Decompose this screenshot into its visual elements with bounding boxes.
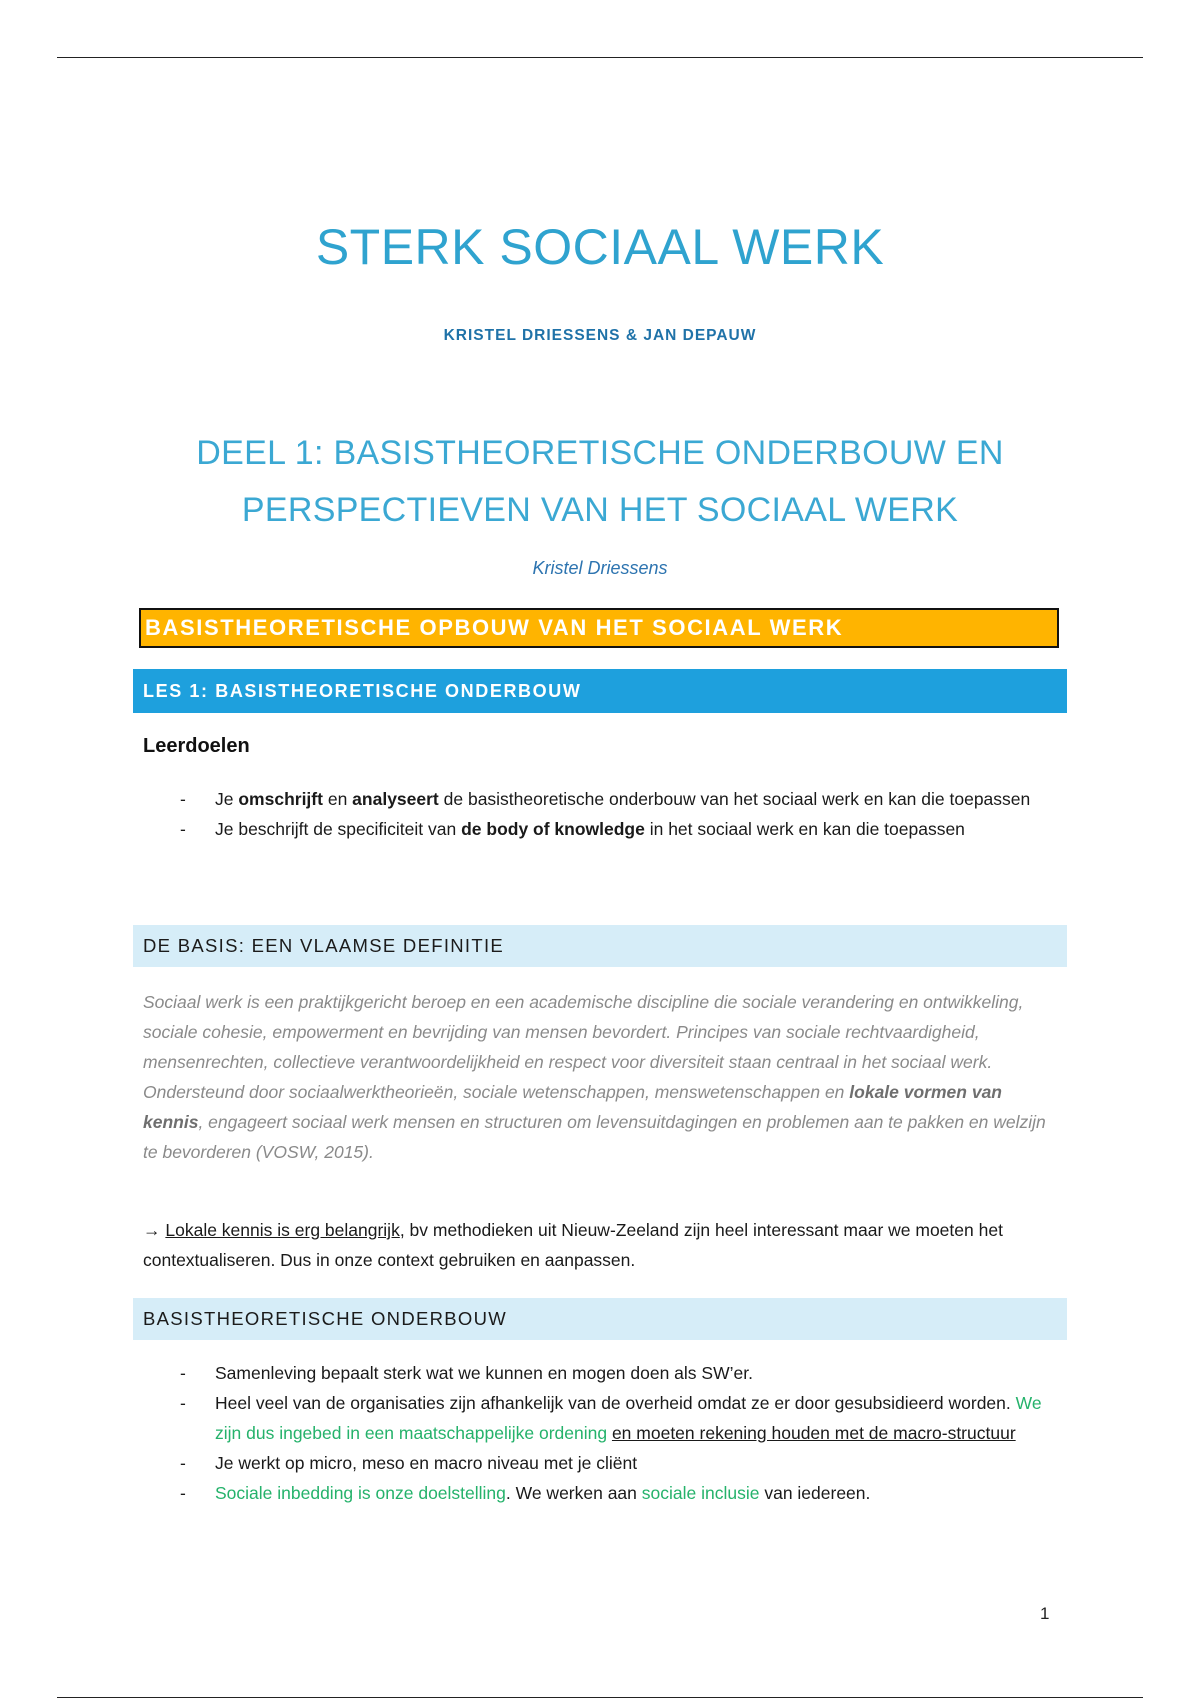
top-rule	[57, 57, 1143, 58]
lesson-heading: LES 1: BASISTHEORETISCHE ONDERBOUW	[133, 669, 1067, 713]
list-item	[180, 1388, 1060, 1448]
bold-run: de body of knowledge	[461, 819, 645, 839]
document-authors: KRISTEL DRIESSENS & JAN DEPAUW	[443, 327, 757, 344]
part-author: Kristel Driessens	[532, 558, 668, 578]
page-number: 1	[1040, 1604, 1050, 1623]
text-run: Sociaal werk is een praktijkgericht beroep en een academische discipline die sociale verandering en ontwikkeling, sociale cohesie, empowerment en bevrijding van mensen bevordert. Principes van sociale rechtvaardigheid, mensenrechten, collectieve verantwoordelijkheid en respect voor diversiteit staan centraal in het sociaal werk. Ondersteund door sociaalwerktheorieën, sociale wetenschappen, menswetenschappen en	[143, 992, 1024, 1102]
learning-goals-list	[180, 784, 1060, 844]
text-run: Heel veel van de organisaties zijn afhankelijk van de overheid omdat ze er door gesubsidieerd worden.	[215, 1393, 1016, 1413]
highlight-run: Sociale inbedding is onze doelstelling	[215, 1483, 506, 1503]
text-run: , bv methodieken uit Nieuw-Zeeland zijn heel interessant maar we moeten het contextualiseren. Dus in onze context gebruiken en aanpassen.	[143, 1220, 1003, 1270]
onderbouw-list	[180, 1358, 1060, 1508]
bold-run: lokale vormen van kennis	[143, 1082, 1002, 1132]
text-run: Je beschrijft de specificiteit van	[215, 819, 462, 839]
text-run: Samenleving bepaalt sterk wat we kunnen en mogen doen als SW’er.	[215, 1363, 753, 1383]
local-knowledge-paragraph	[143, 1215, 1058, 1275]
text-run: . We werken aan	[505, 1483, 642, 1503]
section-heading-definition: DE BASIS: EEN VLAAMSE DEFINITIE	[133, 925, 1067, 967]
arrow-icon: →	[143, 1220, 166, 1240]
chapter-heading: BASISTHEORETISCHE OPBOUW VAN HET SOCIAAL WERK	[139, 608, 1059, 648]
bottom-rule	[57, 1697, 1143, 1698]
part-title-line-2: PERSPECTIEVEN VAN HET SOCIAAL WERK	[241, 491, 959, 529]
section-heading-onderbouw: BASISTHEORETISCHE ONDERBOUW	[133, 1298, 1067, 1340]
part-title-line-1: DEEL 1: BASISTHEORETISCHE ONDERBOUW EN	[196, 434, 1004, 472]
bold-run: analyseert	[352, 789, 439, 809]
list-item	[180, 1358, 1060, 1388]
document-title: STERK SOCIAAL WERK	[315, 219, 885, 275]
list-item	[180, 784, 1060, 814]
text-run: de basistheoretische onderbouw van het sociaal werk en kan die toepassen	[438, 789, 1031, 809]
definition-paragraph	[143, 987, 1058, 1167]
bold-run: omschrijft	[238, 789, 323, 809]
highlight-run: We zijn dus ingebed in een maatschappelijke ordening	[215, 1393, 1042, 1443]
list-item	[180, 1448, 1060, 1478]
underlined-run: Lokale kennis is erg belangrijk	[165, 1220, 400, 1240]
text-run: Je	[215, 789, 239, 809]
list-item	[180, 1478, 1060, 1508]
underlined-run: en moeten rekening houden met de macro-structuur	[611, 1423, 1016, 1443]
learning-goals-heading: Leerdoelen	[143, 735, 250, 757]
text-run: Je werkt op micro, meso en macro niveau met je cliënt	[215, 1453, 638, 1473]
text-run: en	[322, 789, 353, 809]
list-item	[180, 814, 1060, 844]
part-title	[100, 425, 1100, 539]
text-run: , engageert sociaal werk mensen en structuren om levensuitdagingen en problemen aan te pakken en welzijn te bevorderen (VOSW, 2015).	[143, 1112, 1046, 1162]
highlight-run: sociale inclusie	[641, 1483, 760, 1503]
text-run: in het sociaal werk en kan die toepassen	[644, 819, 965, 839]
text-run: van iedereen.	[759, 1483, 871, 1503]
